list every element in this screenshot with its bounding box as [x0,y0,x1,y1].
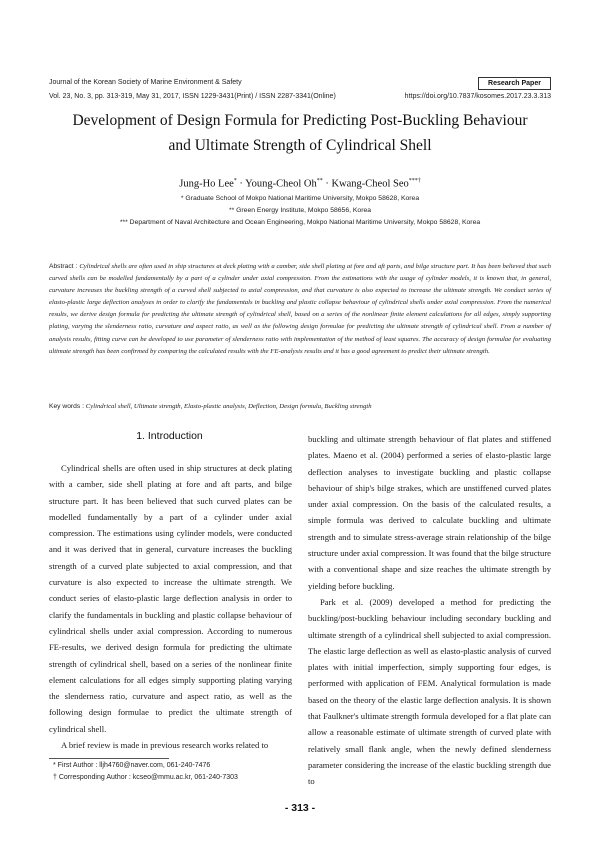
title-line-2: and Ultimate Strength of Cylindrical Shell [168,137,432,154]
journal-name: Journal of the Korean Society of Marine Environment & Safety [49,79,242,86]
author-list [40,175,560,191]
title-line-1: Development of Design Formula for Predicting Post-Buckling Behaviour [72,112,528,129]
author-3: Kwang-Cheol Seo [331,178,409,190]
doi-link[interactable]: https://doi.org/10.7837/kosomes.2017.23.3.313 [404,93,551,100]
page-number: - 313 - [284,802,316,814]
body-paragraph: buckling and ultimate strength behaviour of flat plates and stiffened plates. Maeno et al. (2004) performed a series of elasto-plastic large deflection analyses to investigate buckling and plastic collapse behaviour of ship's bilge strakes, which are unstiffened curved plates under axial compression. On the basis of the calculated results, a simple formula was derived to calculate buckling and ultimate strength and to simulate stress-average strain relationship of the bilge structure under axial compression. It was found that the bilge structure with a conventional shape and size reaches the ultimate strength by yielding before buckling. [308,434,551,591]
affiliation-2: ** Green Energy Institute, Mokpo 58656, Korea [228,207,372,214]
section-heading: 1. Introduction [136,430,203,442]
body-paragraph: Cylindrical shells are often used in ship structures at deck plating with a camber, side shell plating at fore and aft parts, and bilge structure part. It has been believed that such curved plates can be modelled fundamentally by a part of a cylinder under axial compression. The estimations using cylinder models, were conducted and it was derived that in general, curvature increases the buckling strength of a curved plate subjected to axial compression, and that curvature is also expected to increase the ultimate strength. We conduct series of elasto-plastic large deflection analysis in order to clarify the fundamentals in buckling and plastic collapse behaviour of cylindrical shells under axial compression. According to numerous FE-results, we derived design formula for predicting the ultimate strength of cylindrical shell, based on a series of the nonlinear finite element calculations for all edges simply supporting plating varying the slenderness ratio, curvature and aspect ratio, as well as the following design formulae to predict the ultimate strength of cylindrical shell. [49,463,292,734]
author-2-mark: ** [316,178,323,184]
author-3-mark: ***† [408,178,421,184]
abstract-label: Abstract : [49,263,80,270]
keywords [49,402,551,411]
body-column-left [49,460,292,753]
keywords-label: Key words : [49,403,86,410]
article-type-badge: Research Paper [478,77,551,90]
author-separator: · [236,178,246,190]
paper-title [40,108,560,158]
footnote-divider [49,758,169,759]
author-1-mark: * [233,178,237,184]
abstract [49,261,551,358]
footnote-corresponding-author: † Corresponding Author : kcseo@mmu.ac.kr, 061-240-7303 [53,774,238,781]
body-paragraph: Park et al. (2009) developed a method for predicting the buckling/post-buckling behaviour including secondary buckling and ultimate strength of a cylindrical shell subjected to axial compression. The elastic large deflection as well as elasto-plastic analysis of curved plates with initial imperfection, simply supporting four edges, is performed with application of FEM. Analytical formulation is made based on the theory of the elastic large deflection analysis. It is shown that Faulkner's ultimate strength formula developed for a flat plate can allow a reasonable estimate of ultimate strength of curved plate with relatively small flank angle, when the newly defined slenderness parameter considering the increase of the elastic buckling strength due to [308,596,551,787]
abstract-text: Cylindrical shells are often used in ship structures at deck plating with a camber, side shell plating at fore and aft parts, and bilge structure part. It has been believed that such curved shells can be modelled fundamentally by a part of a cylinder under axial compression. From the estimations with the usage of cylinder models, it is known that, in general, curvature increases the buckling strength of a curved shell subjected to axial compression, and that curvature is also expected to increase the ultimate strength. We conduct series of elasto-plastic large deflection analyses in order to clarify the fundamentals in buckling and plastic collapse behaviour of cylindrical shells under axial compression. From the numerical results, we derive design formula for predicting the ultimate strength of cylindrical shell, based on a series of the nonlinear finite element calculations for all edges, simply supporting plating, varying the slenderness ratio, curvature and aspect ratio, as well as the following design formulae for predicting the ultimate strength of cylindrical shell. From a number of analysis results, fitting curve can be developed to use parameter of slenderness ratio with implementation of the method of least squares. The accuracy of design formulae for evaluating ultimate strength has been confirmed by comparing the calculated results with the FE-analysis results and it has a good agreement to predict their ultimate strength. [49,263,551,355]
author-separator: · [322,178,332,190]
footnote-first-author: * First Author : lljh4760@naver.com, 061-240-7476 [53,762,211,769]
affiliation-3: *** Department of Naval Architecture and Ocean Engineering, Mokpo National Maritime University, Mokpo 58628, Korea [119,219,481,226]
volume-info: Vol. 23, No. 3, pp. 313-319, May 31, 2017, ISSN 1229-3431(Print) / ISSN 2287-3341(Online) [49,93,336,100]
author-2: Young-Cheol Oh [245,178,317,190]
body-paragraph: A brief review is made in previous research works related to [61,740,269,751]
body-column-right [308,431,551,790]
author-1: Jung-Ho Lee [179,178,234,190]
affiliation-1: * Graduate School of Mokpo National Maritime University, Mokpo 58628, Korea [180,195,420,202]
keywords-text: Cylindrical shell, Ultimate strength, Elasto-plastic analysis, Deflection, Design formula, Buckling strength [85,403,372,410]
